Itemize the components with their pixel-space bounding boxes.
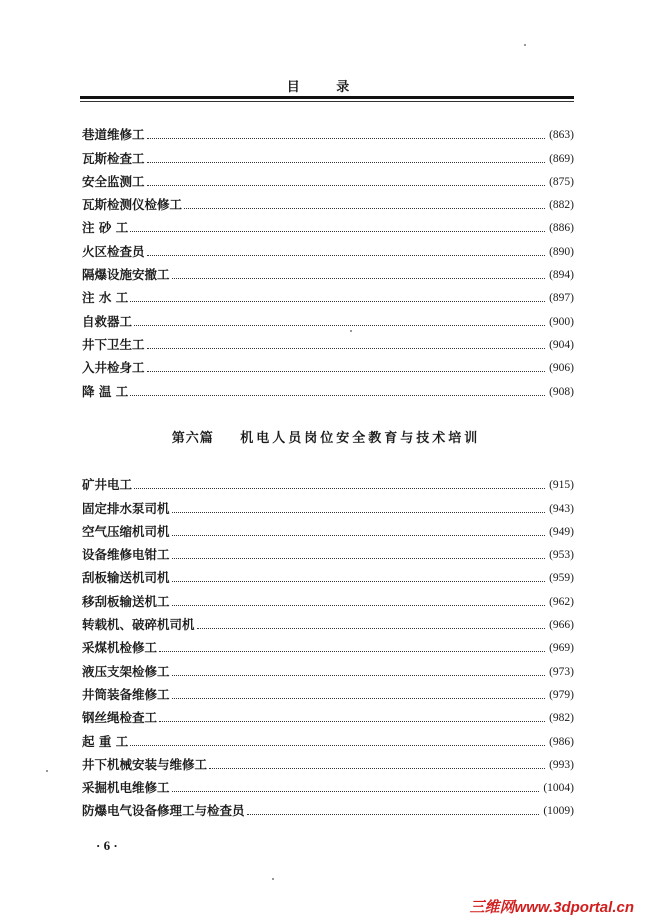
toc-entry xyxy=(82,633,574,656)
dot-leader xyxy=(172,698,546,699)
toc-entry-title: 空气压缩机司机 xyxy=(82,523,170,539)
dot-leader xyxy=(209,768,545,769)
toc-entry xyxy=(82,120,574,143)
toc-entry-title: 采煤机检修工 xyxy=(82,640,158,656)
dot-leader xyxy=(172,605,546,606)
dot-leader xyxy=(147,255,546,256)
header-rule-thin xyxy=(80,101,574,102)
toc-entry-title: 防爆电气设备修理工与检查员 xyxy=(82,803,245,819)
toc-entry-title: 瓦斯检查工 xyxy=(82,150,145,166)
toc-entry xyxy=(82,143,574,166)
dot-leader xyxy=(159,721,545,722)
toc-entry xyxy=(82,167,574,190)
toc-entry xyxy=(82,703,574,726)
toc-entry-page: (886) xyxy=(549,222,574,235)
toc-entry xyxy=(82,260,574,283)
toc-entry-page: (894) xyxy=(549,269,574,282)
toc-entry-title: 固定排水泵司机 xyxy=(82,500,170,516)
toc-entry xyxy=(82,213,574,236)
toc-entry-page: (953) xyxy=(549,549,574,562)
dot-leader xyxy=(147,348,546,349)
toc-entry-title: 移刮板输送机工 xyxy=(82,593,170,609)
dot-leader xyxy=(159,651,545,652)
toc-entry xyxy=(82,563,574,586)
toc-entry xyxy=(82,540,574,563)
dot-leader xyxy=(147,138,546,139)
dot-leader xyxy=(172,675,546,676)
toc-entry-title: 井下机械安装与维修工 xyxy=(82,756,208,772)
dot-leader xyxy=(172,558,546,559)
scan-speck xyxy=(524,44,526,46)
toc-entry-page: (915) xyxy=(549,479,574,492)
dot-leader xyxy=(247,814,540,815)
toc-entry-page: (979) xyxy=(549,688,574,701)
toc-entry-page: (869) xyxy=(549,152,574,165)
toc-entry-title: 降 温 工 xyxy=(82,383,129,399)
watermark-logo: 三维网www.3dportal.cn xyxy=(469,899,634,916)
toc-entry xyxy=(82,726,574,749)
toc-entry-page: (962) xyxy=(549,595,574,608)
toc-entry xyxy=(82,586,574,609)
toc-entry xyxy=(82,796,574,819)
toc-entry xyxy=(82,190,574,213)
toc-entry-page: (900) xyxy=(549,315,574,328)
dot-leader xyxy=(147,371,546,372)
toc-entry-page: (890) xyxy=(549,245,574,258)
toc-entry-page: (875) xyxy=(549,175,574,188)
toc-entry-title: 转载机、破碎机司机 xyxy=(82,617,195,633)
dot-leader xyxy=(147,185,546,186)
toc-entry-page: (973) xyxy=(549,665,574,678)
dot-leader xyxy=(147,162,546,163)
toc-entry-page: (863) xyxy=(549,129,574,142)
toc-entry-page: (993) xyxy=(549,758,574,771)
toc-entry-page: (882) xyxy=(549,199,574,212)
toc-entry-page: (1009) xyxy=(543,805,574,818)
page-header-title: 目 录 xyxy=(286,80,366,95)
dot-leader xyxy=(172,791,540,792)
toc-list-second xyxy=(82,470,574,819)
toc-entry-page: (943) xyxy=(549,502,574,515)
toc-entry-page: (966) xyxy=(549,619,574,632)
toc-entry xyxy=(82,680,574,703)
dot-leader xyxy=(172,581,546,582)
toc-entry xyxy=(82,470,574,493)
toc-entry-title: 入井检身工 xyxy=(82,360,145,376)
toc-entry-page: (906) xyxy=(549,362,574,375)
toc-entry-title: 井筒装备维修工 xyxy=(82,686,170,702)
scan-speck xyxy=(272,878,274,880)
dot-leader xyxy=(197,628,546,629)
dot-leader xyxy=(130,231,545,232)
toc-entry xyxy=(82,773,574,796)
toc-entry-page: (949) xyxy=(549,525,574,538)
toc-entry-page: (897) xyxy=(549,292,574,305)
toc-entry-title: 井下卫生工 xyxy=(82,336,145,352)
toc-entry xyxy=(82,517,574,540)
dot-leader xyxy=(172,535,546,536)
toc-entry xyxy=(82,236,574,259)
toc-entry-page: (904) xyxy=(549,338,574,351)
toc-list-first xyxy=(82,120,574,400)
dot-leader xyxy=(134,488,545,489)
toc-entry xyxy=(82,376,574,399)
dot-leader xyxy=(130,745,545,746)
section-heading xyxy=(0,427,652,446)
toc-entry-page: (908) xyxy=(549,385,574,398)
page-number: · 6 · xyxy=(96,838,118,853)
scan-speck xyxy=(46,770,48,772)
toc-entry-title: 矿井电工 xyxy=(82,477,133,493)
toc-entry-title: 起 重 工 xyxy=(82,733,129,749)
toc-entry-title: 刮板输送机司机 xyxy=(82,570,170,586)
toc-entry-title: 钢丝绳检查工 xyxy=(82,710,158,726)
toc-entry-page: (986) xyxy=(549,735,574,748)
dot-leader xyxy=(172,278,546,279)
toc-entry-page: (959) xyxy=(549,572,574,585)
dot-leader xyxy=(134,325,545,326)
toc-entry xyxy=(82,283,574,306)
dot-leader xyxy=(184,208,545,209)
toc-entry-title: 安全监测工 xyxy=(82,173,145,189)
toc-entry-title: 瓦斯检测仪检修工 xyxy=(82,197,183,213)
dot-leader xyxy=(130,395,545,396)
toc-entry-title: 设备维修电钳工 xyxy=(82,547,170,563)
toc-entry-page: (1004) xyxy=(543,782,574,795)
toc-entry xyxy=(82,493,574,516)
section-title: 机电人员岗位安全教育与技术培训 xyxy=(240,431,481,446)
toc-entry-title: 隔爆设施安撤工 xyxy=(82,267,170,283)
toc-entry xyxy=(82,306,574,329)
toc-entry xyxy=(82,610,574,633)
toc-entry xyxy=(82,750,574,773)
toc-entry-title: 注 砂 工 xyxy=(82,220,129,236)
toc-entry-title: 自救器工 xyxy=(82,313,133,329)
section-number: 第六篇 xyxy=(171,431,214,446)
toc-entry xyxy=(82,656,574,679)
toc-entry-title: 注 水 工 xyxy=(82,290,129,306)
toc-entry-page: (982) xyxy=(549,712,574,725)
toc-entry xyxy=(82,353,574,376)
toc-entry-title: 采掘机电维修工 xyxy=(82,780,170,796)
dot-leader xyxy=(130,301,545,302)
header-rule-thick xyxy=(80,96,574,99)
dot-leader xyxy=(172,512,546,513)
toc-entry-title: 液压支架检修工 xyxy=(82,663,170,679)
toc-entry-title: 巷道维修工 xyxy=(82,127,145,143)
scan-speck xyxy=(350,330,352,332)
toc-entry xyxy=(82,330,574,353)
toc-entry-page: (969) xyxy=(549,642,574,655)
toc-entry-title: 火区检查员 xyxy=(82,243,145,259)
